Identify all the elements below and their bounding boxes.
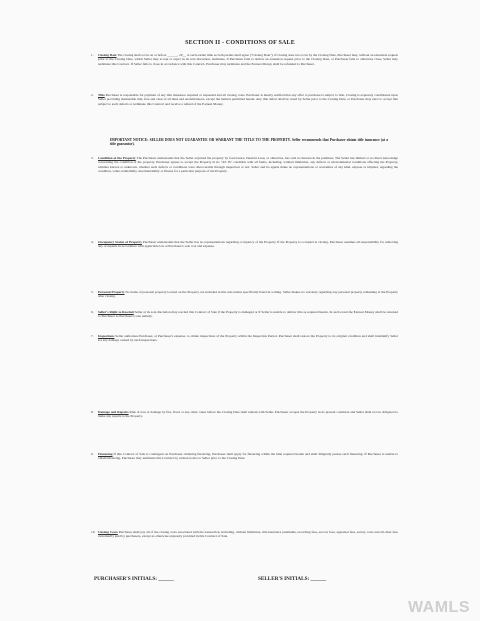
section-closing-costs: [91, 530, 398, 539]
section-body: If this Contract of Sale is contingent on Purchaser obtaining financing, Purchaser shall apply for financing within the time required herein and shall diligently pursue such financing. If Purchaser is unable to obtain financing, Purchaser may terminate this Contract by written notice to Seller prior to the Closing Date.: [98, 452, 398, 461]
section-number: 3.: [91, 156, 94, 160]
section-number: 1.: [91, 53, 94, 57]
section-condition-of-property: [91, 156, 398, 173]
section-body: Purchaser understands that the Seller has no representations regarding occupancy of the Property. If the Property is occupied at closing, Purchaser assumes all responsibility for removing any occupants in accordance with applicable law at Purchaser's sole cost and expense.: [98, 240, 399, 249]
purchaser-initials: PURCHASER'S INITIALS: ______: [94, 576, 174, 582]
section-title: Financing: [98, 452, 113, 456]
section-body: Risk of loss or damage by fire, flood or any other cause before the Closing Date shall remain with Seller. Purchaser accepts the Property in its present condition and Seller shall not be obligated to make any repairs to the Property.: [98, 410, 398, 419]
important-notice: IMPORTANT NOTICE: SELLER DOES NOT GUARANTEE OR WARRANT THE TITLE TO THE PROPERTY. Seller recommends that Purchaser obtain title insurance (at a title guarantor).: [110, 138, 388, 147]
section-title: Title: [98, 93, 105, 97]
section-number: 7.: [91, 334, 94, 338]
section-body: The closing shall occur on or before ______, 20__ or such earlier time as both parties shall agree ("Closing Date"). If closing does not occur by the Closing Date, Purchaser may, without an extension request prior to the Closing Date, which Seller may accept or reject in its sole discretion, terminate, if Purchaser fails to deliver an extension request prior to the Closing Date, or Purchaser fails to otherwise close, Seller may terminate this Contract. If Seller fails to close in accordance with this Contract, Purchaser may terminate and the Earnest Money shall be refunded to Purchaser.: [98, 53, 398, 66]
section-title: Damage and Repairs: [98, 410, 129, 414]
section-title: Condition of the Property: [98, 156, 136, 160]
section-number: 9.: [91, 452, 94, 456]
section-occupancy-status: [91, 240, 399, 249]
seller-initials: SELLER'S INITIALS: ______: [258, 576, 327, 582]
section-body: Seller authorizes Purchaser, at Purchaser's expense, to obtain inspections of the Property within the Inspection Period. Purchaser shall restore the Property to its original condition and shall indemnify Seller for any damage caused by such inspections.: [98, 334, 398, 343]
section-inspections: [91, 334, 398, 343]
section-title: Inspections: [98, 334, 115, 338]
section-title-insurance: [91, 93, 398, 106]
section-title: Closing Costs: [98, 530, 118, 534]
section-body: No items of personal property located on the Property are included in this sale unless specifically listed in writing. Seller makes no warranty regarding any personal property remaining at the Property after closing.: [98, 290, 398, 299]
section-number: 10.: [91, 530, 96, 534]
section-title: Seller's Right to Rescind: [98, 310, 134, 314]
section-number: 8.: [91, 410, 94, 414]
wamls-watermark-logo: WAMLS: [407, 599, 470, 616]
section-number: 2.: [91, 93, 94, 97]
section-number: 4.: [91, 240, 94, 244]
section-heading: SECTION II - CONDITIONS OF SALE: [185, 40, 295, 46]
section-title: Occupancy Status of Property: [98, 240, 142, 244]
section-body: The Purchaser understands that the Seller acquired the property by foreclosure, Deed-in-Lieu, or otherwise, has sold no interest in the premises. The Seller has limited or no direct knowledge concerning the condition of the property. Purchaser agrees to accept the Property in its "AS IS" condition with all faults, including, without limitation, any defects or environmental conditions affecting the Property, whether known or unknown, whether such defects or conditions were discoverable through inspection or not. Seller and its agents make no representations or warranties of any kind, express or implied, regarding the condition, value, habitability, merchantability or fitness for a particular purpose of the Property.: [98, 156, 398, 173]
section-body: Seller at its sole discretion may rescind this Contract of Sale if the Property is damaged or if Seller is unable to deliver title as required herein. In such event the Earnest Money shall be returned to Purchaser as Purchaser's sole remedy.: [98, 310, 398, 319]
section-number: 6.: [91, 310, 94, 314]
section-number: 5.: [91, 290, 94, 294]
section-damage-and-repairs: [91, 410, 398, 419]
section-body: Purchaser shall pay all of the closing costs associated with the transaction, including, without limitation, title insurance premiums, recording fees, escrow fees, appraisal fees, survey costs and all other fees customarily paid by purchasers, except as otherwise expressly provided in this Contract of Sale.: [98, 530, 398, 539]
section-closing-date: [91, 53, 398, 66]
section-financing: [91, 452, 398, 461]
section-title: Personal Property: [98, 290, 125, 294]
section-personal-property: [91, 290, 398, 299]
section-sellers-right-to-rescind: [91, 310, 398, 319]
section-body: Purchaser is responsible for payment of any title insurance required or requested and all closing costs. Purchaser is hereby notified that any offer to purchase is subject to title. Closing is expressly conditioned upon Seller providing marketable title, free and clear of all liens and encumbrances, except the matters permitted herein. Any title defect shall be cured by Seller prior to the Closing Date, or Purchaser may elect to accept title subject to such defects or terminate this Contract and receive a refund of the Earnest Money.: [98, 93, 398, 106]
section-title: Closing Date: [98, 53, 117, 57]
